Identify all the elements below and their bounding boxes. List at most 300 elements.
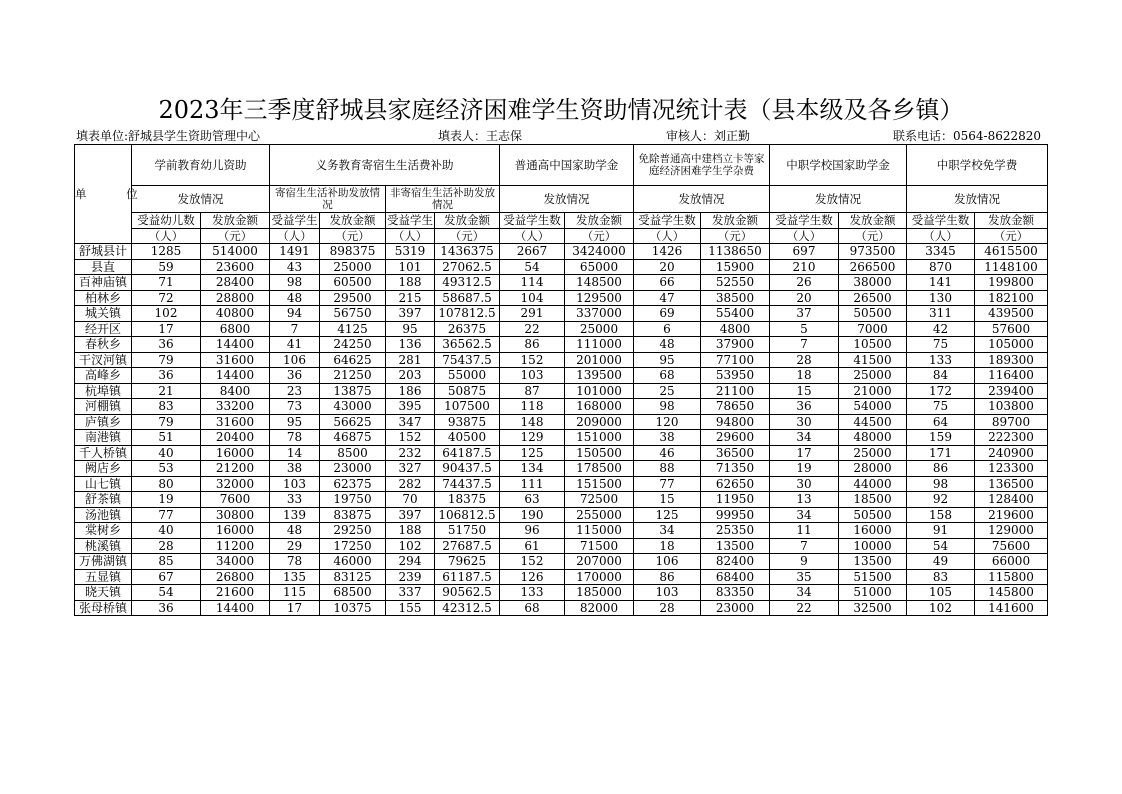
table-cell: 101000 <box>565 383 634 399</box>
table-cell: 37 <box>770 306 839 322</box>
sub-header: 发放情况 <box>500 186 634 213</box>
table-row <box>75 492 1048 508</box>
table-cell: 327 <box>386 461 435 477</box>
table-cell: 32000 <box>201 476 270 492</box>
table-cell: 85 <box>132 554 201 570</box>
table-cell: 94 <box>270 306 320 322</box>
row-name: 万佛湖镇 <box>75 554 132 570</box>
unit-label: （元） <box>701 229 770 244</box>
table-cell: 75437.5 <box>435 352 500 368</box>
table-cell: 79 <box>132 352 201 368</box>
table-cell: 55000 <box>435 368 500 384</box>
table-cell: 102 <box>132 306 201 322</box>
table-cell: 4125 <box>320 321 386 337</box>
table-cell: 103 <box>634 585 701 601</box>
row-name: 高峰乡 <box>75 368 132 384</box>
table-cell: 36 <box>132 368 201 384</box>
table-cell: 30 <box>770 414 839 430</box>
table-cell: 51000 <box>839 585 907 601</box>
table-cell: 71 <box>132 275 201 291</box>
row-name: 阙店乡 <box>75 461 132 477</box>
table-cell: 68 <box>634 368 701 384</box>
table-cell: 28 <box>132 538 201 554</box>
table-cell: 18 <box>770 368 839 384</box>
table-cell: 46875 <box>320 430 386 446</box>
table-cell: 10375 <box>320 600 386 616</box>
table-cell: 78 <box>270 430 320 446</box>
table-cell: 68400 <box>701 569 770 585</box>
table-cell: 8400 <box>201 383 270 399</box>
group-header: 学前教育幼儿资助 <box>132 145 270 186</box>
table-cell: 49 <box>907 554 975 570</box>
table-cell: 7 <box>770 538 839 554</box>
table-cell: 281 <box>386 352 435 368</box>
table-row <box>75 600 1048 616</box>
table-cell: 16000 <box>201 523 270 539</box>
table-cell: 7 <box>770 337 839 353</box>
column-header: 发放金额 <box>701 213 770 229</box>
table-cell: 148 <box>500 414 565 430</box>
table-cell: 105000 <box>975 337 1048 353</box>
table-cell: 159 <box>907 430 975 446</box>
table-cell: 118 <box>500 399 565 415</box>
row-name: 县直 <box>75 259 132 275</box>
sub-header: 发放情况 <box>770 186 907 213</box>
table-cell: 42 <box>907 321 975 337</box>
table-cell: 29 <box>270 538 320 554</box>
table-cell: 25000 <box>320 259 386 275</box>
table-cell: 106 <box>634 554 701 570</box>
fill-unit: 填表单位:舒城县学生资助管理中心 <box>76 129 261 143</box>
table-cell: 898375 <box>320 244 386 260</box>
table-cell: 199800 <box>975 275 1048 291</box>
table-cell: 152 <box>500 352 565 368</box>
table-cell: 40500 <box>435 430 500 446</box>
table-cell: 104 <box>500 290 565 306</box>
table-cell: 219600 <box>975 507 1048 523</box>
table-cell: 44500 <box>839 414 907 430</box>
table-cell: 75600 <box>975 538 1048 554</box>
filler: 填表人：王志保 <box>438 129 523 143</box>
table-cell: 111 <box>500 476 565 492</box>
table-cell: 3424000 <box>565 244 634 260</box>
table-cell: 98 <box>907 476 975 492</box>
table-cell: 59 <box>132 259 201 275</box>
table-cell: 9 <box>770 554 839 570</box>
table-cell: 82000 <box>565 600 634 616</box>
table-cell: 105 <box>907 585 975 601</box>
table-cell: 103 <box>500 368 565 384</box>
table-cell: 51 <box>132 430 201 446</box>
table-cell: 1285 <box>132 244 201 260</box>
table-cell: 22 <box>770 600 839 616</box>
table-cell: 3345 <box>907 244 975 260</box>
table-cell: 48 <box>270 290 320 306</box>
table-cell: 24250 <box>320 337 386 353</box>
table-cell: 170000 <box>565 569 634 585</box>
group-header: 普通高中国家助学金 <box>500 145 634 186</box>
table-cell: 239400 <box>975 383 1048 399</box>
table-cell: 64625 <box>320 352 386 368</box>
table-cell: 30 <box>770 476 839 492</box>
table-cell: 38500 <box>701 290 770 306</box>
table-cell: 133 <box>500 585 565 601</box>
table-cell: 870 <box>907 259 975 275</box>
table-cell: 21600 <box>201 585 270 601</box>
table-cell: 11950 <box>701 492 770 508</box>
table-cell: 152 <box>500 554 565 570</box>
table-cell: 32500 <box>839 600 907 616</box>
table-row <box>75 321 1048 337</box>
table-cell: 43 <box>270 259 320 275</box>
table-cell: 136500 <box>975 476 1048 492</box>
table-cell: 182100 <box>975 290 1048 306</box>
column-header: 受益学生数 <box>500 213 565 229</box>
table-cell: 67 <box>132 569 201 585</box>
sub-header: 非寄宿生生活补助发放情况 <box>386 186 500 213</box>
column-header: 发放金额 <box>201 213 270 229</box>
table-cell: 71500 <box>565 538 634 554</box>
table-cell: 152 <box>386 430 435 446</box>
table-cell: 48 <box>270 523 320 539</box>
table-cell: 94800 <box>701 414 770 430</box>
table-cell: 66 <box>634 275 701 291</box>
table-cell: 347 <box>386 414 435 430</box>
table-cell: 439500 <box>975 306 1048 322</box>
table-cell: 129 <box>500 430 565 446</box>
column-header: 发放金额 <box>320 213 386 229</box>
table-cell: 128400 <box>975 492 1048 508</box>
table-cell: 41 <box>270 337 320 353</box>
table-cell: 136 <box>386 337 435 353</box>
table-cell: 171 <box>907 445 975 461</box>
unit-label: （元） <box>839 229 907 244</box>
table-cell: 129000 <box>975 523 1048 539</box>
row-name: 春秋乡 <box>75 337 132 353</box>
table-cell: 337000 <box>565 306 634 322</box>
row-name: 杭埠镇 <box>75 383 132 399</box>
table-cell: 31600 <box>201 352 270 368</box>
sub-header: 寄宿生生活补助发放情况 <box>270 186 386 213</box>
table-cell: 25000 <box>839 445 907 461</box>
table-cell: 34 <box>770 585 839 601</box>
table-cell: 57600 <box>975 321 1048 337</box>
header-row-units <box>75 229 1048 244</box>
table-cell: 52550 <box>701 275 770 291</box>
reviewer: 审核人：刘正勤 <box>666 129 751 143</box>
table-cell: 60500 <box>320 275 386 291</box>
table-cell: 141600 <box>975 600 1048 616</box>
table-cell: 21000 <box>839 383 907 399</box>
table-cell: 75 <box>907 337 975 353</box>
table-cell: 19 <box>770 461 839 477</box>
table-cell: 151500 <box>565 476 634 492</box>
table-row <box>75 306 1048 322</box>
table-cell: 115 <box>270 585 320 601</box>
table-cell: 20400 <box>201 430 270 446</box>
table-cell: 31600 <box>201 414 270 430</box>
table-cell: 55400 <box>701 306 770 322</box>
table-cell: 83125 <box>320 569 386 585</box>
table-cell: 120 <box>634 414 701 430</box>
table-cell: 95 <box>634 352 701 368</box>
table-cell: 337 <box>386 585 435 601</box>
table-cell: 129500 <box>565 290 634 306</box>
table-cell: 148500 <box>565 275 634 291</box>
table-cell: 1436375 <box>435 244 500 260</box>
table-cell: 107812.5 <box>435 306 500 322</box>
table-cell: 26500 <box>839 290 907 306</box>
row-name: 城关镇 <box>75 306 132 322</box>
unit-label: （元） <box>565 229 634 244</box>
table-cell: 222300 <box>975 430 1048 446</box>
table-cell: 72500 <box>565 492 634 508</box>
table-cell: 79625 <box>435 554 500 570</box>
table-cell: 107500 <box>435 399 500 415</box>
unit-label: （元） <box>435 229 500 244</box>
table-cell: 28400 <box>201 275 270 291</box>
table-row <box>75 554 1048 570</box>
table-cell: 40800 <box>201 306 270 322</box>
row-name: 干汊河镇 <box>75 352 132 368</box>
table-cell: 973500 <box>839 244 907 260</box>
table-cell: 25000 <box>565 321 634 337</box>
table-cell: 16000 <box>201 445 270 461</box>
table-cell: 40 <box>132 523 201 539</box>
unit-label: （元） <box>975 229 1048 244</box>
table-cell: 395 <box>386 399 435 415</box>
table-row <box>75 383 1048 399</box>
table-cell: 158 <box>907 507 975 523</box>
table-cell: 13500 <box>701 538 770 554</box>
table-cell: 13500 <box>839 554 907 570</box>
table-cell: 72 <box>132 290 201 306</box>
table-cell: 18 <box>634 538 701 554</box>
unit-label: （人） <box>386 229 435 244</box>
table-cell: 88 <box>634 461 701 477</box>
sub-header: 发放情况 <box>132 186 270 213</box>
column-header: 受益学生数 <box>907 213 975 229</box>
table-cell: 54000 <box>839 399 907 415</box>
table-cell: 65000 <box>565 259 634 275</box>
table-cell: 168000 <box>565 399 634 415</box>
table-cell: 232 <box>386 445 435 461</box>
table-cell: 5 <box>770 321 839 337</box>
column-header: 受益学生 <box>387 213 433 227</box>
table-cell: 201000 <box>565 352 634 368</box>
row-name: 棠树乡 <box>75 523 132 539</box>
table-cell: 56750 <box>320 306 386 322</box>
table-cell: 51750 <box>435 523 500 539</box>
table-cell: 68500 <box>320 585 386 601</box>
table-cell: 74437.5 <box>435 476 500 492</box>
table-cell: 1491 <box>270 244 320 260</box>
unit-label: （人） <box>132 229 201 244</box>
table-cell: 13875 <box>320 383 386 399</box>
table-cell: 21200 <box>201 461 270 477</box>
table-cell: 5319 <box>386 244 435 260</box>
table-cell: 98 <box>634 399 701 415</box>
table-row <box>75 290 1048 306</box>
table-cell: 49312.5 <box>435 275 500 291</box>
table-cell: 44000 <box>839 476 907 492</box>
table-row <box>75 461 1048 477</box>
header-row-columns <box>75 213 1048 229</box>
table-cell: 70 <box>386 492 435 508</box>
table-cell: 4800 <box>701 321 770 337</box>
table-row <box>75 399 1048 415</box>
table-cell: 19750 <box>320 492 386 508</box>
table-cell: 48 <box>634 337 701 353</box>
table-row <box>75 507 1048 523</box>
table-cell: 69 <box>634 306 701 322</box>
table-cell: 61 <box>500 538 565 554</box>
report-title: 2023年三季度舒城县家庭经济困难学生资助情况统计表（县本级及各乡镇） <box>158 96 964 124</box>
table-cell: 15 <box>770 383 839 399</box>
table-cell: 266500 <box>839 259 907 275</box>
column-header: 发放金额 <box>435 213 500 229</box>
table-cell: 130 <box>907 290 975 306</box>
table-cell: 38000 <box>839 275 907 291</box>
row-name: 张母桥镇 <box>75 600 132 616</box>
table-cell: 50500 <box>839 306 907 322</box>
table-cell: 14 <box>270 445 320 461</box>
table-cell: 203 <box>386 368 435 384</box>
table-cell: 83 <box>907 569 975 585</box>
table-cell: 36562.5 <box>435 337 500 353</box>
table-cell: 7 <box>270 321 320 337</box>
group-header: 中职学校免学费 <box>907 145 1048 186</box>
table-cell: 82400 <box>701 554 770 570</box>
group-header: 免除普通高中建档立卡等家庭经济困难学生学杂费 <box>634 145 770 186</box>
table-cell: 53950 <box>701 368 770 384</box>
table-cell: 62650 <box>701 476 770 492</box>
table-cell: 90562.5 <box>435 585 500 601</box>
table-cell: 8500 <box>320 445 386 461</box>
table-row <box>75 337 1048 353</box>
table-cell: 21250 <box>320 368 386 384</box>
table-cell: 78650 <box>701 399 770 415</box>
table-cell: 178500 <box>565 461 634 477</box>
table-cell: 101 <box>386 259 435 275</box>
table-cell: 311 <box>907 306 975 322</box>
table-cell: 91 <box>907 523 975 539</box>
table-cell: 133 <box>907 352 975 368</box>
row-name: 经开区 <box>75 321 132 337</box>
table-cell: 18375 <box>435 492 500 508</box>
table-cell: 15900 <box>701 259 770 275</box>
table-cell: 145800 <box>975 585 1048 601</box>
table-cell: 240900 <box>975 445 1048 461</box>
table-cell: 155 <box>386 600 435 616</box>
unit-label: （元） <box>320 229 386 244</box>
sub-header: 发放情况 <box>907 186 1048 213</box>
table-cell: 1138650 <box>701 244 770 260</box>
table-cell: 514000 <box>201 244 270 260</box>
table-cell: 86 <box>634 569 701 585</box>
table-cell: 190 <box>500 507 565 523</box>
table-cell: 23600 <box>201 259 270 275</box>
table-cell: 114 <box>500 275 565 291</box>
table-cell: 36 <box>270 368 320 384</box>
table-cell: 102 <box>386 538 435 554</box>
table-cell: 10500 <box>839 337 907 353</box>
table-cell: 103 <box>270 476 320 492</box>
table-cell: 34 <box>634 523 701 539</box>
table-cell: 116400 <box>975 368 1048 384</box>
table-cell: 40 <box>132 445 201 461</box>
table-row <box>75 259 1048 275</box>
table-cell: 17 <box>132 321 201 337</box>
unit-label: （人） <box>770 229 839 244</box>
table-cell: 48000 <box>839 430 907 446</box>
table-cell: 33200 <box>201 399 270 415</box>
table-cell: 1426 <box>634 244 701 260</box>
table-cell: 185000 <box>565 585 634 601</box>
table-cell: 29250 <box>320 523 386 539</box>
table-cell: 13 <box>770 492 839 508</box>
table-cell: 15 <box>634 492 701 508</box>
table-cell: 28000 <box>839 461 907 477</box>
table-row <box>75 430 1048 446</box>
table-cell: 36500 <box>701 445 770 461</box>
table-cell: 79 <box>132 414 201 430</box>
unit-label: （人） <box>500 229 565 244</box>
table-cell: 14400 <box>201 368 270 384</box>
row-name: 柏林乡 <box>75 290 132 306</box>
table-cell: 77100 <box>701 352 770 368</box>
table-cell: 53 <box>132 461 201 477</box>
table-row <box>75 275 1048 291</box>
table-cell: 27062.5 <box>435 259 500 275</box>
table-cell: 11200 <box>201 538 270 554</box>
row-name: 庐镇乡 <box>75 414 132 430</box>
row-name: 舒城县计 <box>75 244 132 260</box>
table-cell: 697 <box>770 244 839 260</box>
table-row <box>75 414 1048 430</box>
table-cell: 188 <box>386 275 435 291</box>
table-cell: 282 <box>386 476 435 492</box>
table-cell: 56625 <box>320 414 386 430</box>
table-cell: 172 <box>907 383 975 399</box>
table-row <box>75 585 1048 601</box>
table-cell: 26 <box>770 275 839 291</box>
table-cell: 26375 <box>435 321 500 337</box>
table-cell: 25350 <box>701 523 770 539</box>
table-cell: 54 <box>132 585 201 601</box>
table-cell: 123300 <box>975 461 1048 477</box>
table-cell: 14400 <box>201 337 270 353</box>
table-cell: 83 <box>132 399 201 415</box>
table-cell: 26800 <box>201 569 270 585</box>
table-cell: 36 <box>132 600 201 616</box>
table-cell: 14400 <box>201 600 270 616</box>
table-cell: 141 <box>907 275 975 291</box>
table-cell: 36 <box>132 337 201 353</box>
unit-label: （人） <box>907 229 975 244</box>
table-cell: 35 <box>770 569 839 585</box>
header-row-groups <box>75 145 1048 186</box>
table-cell: 25 <box>634 383 701 399</box>
row-name: 千人桥镇 <box>75 445 132 461</box>
table-cell: 21100 <box>701 383 770 399</box>
table-cell: 80 <box>132 476 201 492</box>
table-cell: 29600 <box>701 430 770 446</box>
table-cell: 139 <box>270 507 320 523</box>
table-cell: 34 <box>770 507 839 523</box>
table-cell: 46 <box>634 445 701 461</box>
table-row <box>75 523 1048 539</box>
